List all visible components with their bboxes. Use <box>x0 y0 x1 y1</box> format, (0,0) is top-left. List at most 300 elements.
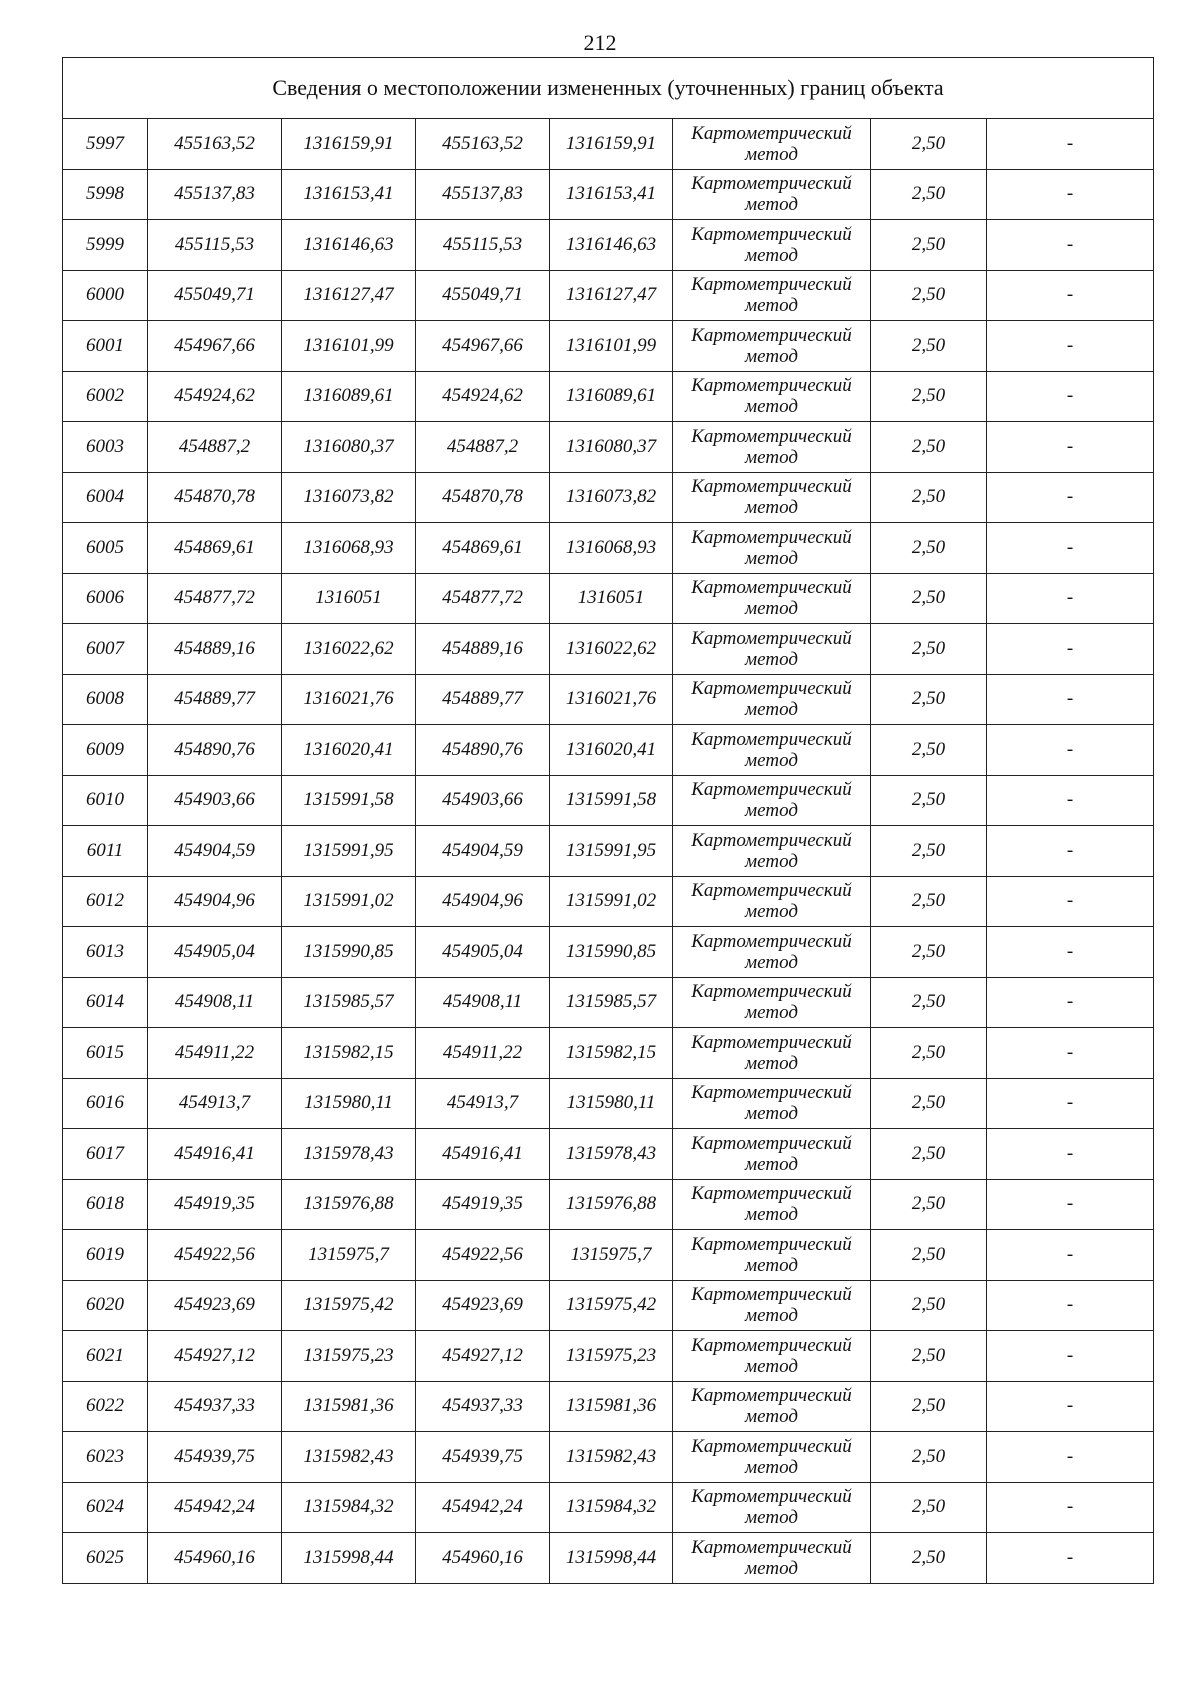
accuracy-cell: 2,50 <box>871 321 987 372</box>
existing-x-cell: 454908,11 <box>148 977 282 1028</box>
table-row <box>63 927 1154 978</box>
point-number-cell: 6013 <box>63 927 148 978</box>
accuracy-cell: 2,50 <box>871 220 987 271</box>
new-x-cell: 454887,2 <box>416 422 550 473</box>
point-number-cell: 6011 <box>63 826 148 877</box>
new-y-cell: 1316073,82 <box>550 472 673 523</box>
new-x-cell: 454870,78 <box>416 472 550 523</box>
point-number-cell: 6009 <box>63 725 148 776</box>
existing-y-cell: 1316101,99 <box>282 321 416 372</box>
table-row <box>63 169 1154 220</box>
description-cell: - <box>987 1078 1154 1129</box>
method-line-2: метод <box>745 850 798 872</box>
description-cell: - <box>987 1230 1154 1281</box>
method-cell <box>673 1179 871 1230</box>
method-cell <box>673 1331 871 1382</box>
new-y-cell: 1315985,57 <box>550 977 673 1028</box>
new-y-cell: 1315975,42 <box>550 1280 673 1331</box>
existing-x-cell: 455137,83 <box>148 169 282 220</box>
accuracy-cell: 2,50 <box>871 1028 987 1079</box>
method-line-1: Картометрический <box>691 779 852 801</box>
point-number-cell: 6012 <box>63 876 148 927</box>
existing-x-cell: 454870,78 <box>148 472 282 523</box>
description-cell: - <box>987 422 1154 473</box>
table-row <box>63 1331 1154 1382</box>
new-x-cell: 454869,61 <box>416 523 550 574</box>
existing-y-cell: 1315990,85 <box>282 927 416 978</box>
method-line-2: метод <box>745 749 798 771</box>
method-line-1: Картометрический <box>691 1435 852 1457</box>
method-cell <box>673 1432 871 1483</box>
point-number-cell: 6004 <box>63 472 148 523</box>
table-row <box>63 573 1154 624</box>
point-number-cell: 5997 <box>63 119 148 170</box>
method-cell <box>673 1280 871 1331</box>
point-number-cell: 6007 <box>63 624 148 675</box>
new-y-cell: 1316021,76 <box>550 674 673 725</box>
new-x-cell: 455163,52 <box>416 119 550 170</box>
point-number-cell: 6008 <box>63 674 148 725</box>
table-row <box>63 977 1154 1028</box>
existing-y-cell: 1315982,15 <box>282 1028 416 1079</box>
point-number-cell: 6022 <box>63 1381 148 1432</box>
table-row <box>63 876 1154 927</box>
description-cell: - <box>987 775 1154 826</box>
accuracy-cell: 2,50 <box>871 927 987 978</box>
method-line-1: Картометрический <box>691 577 852 599</box>
method-line-1: Картометрический <box>691 223 852 245</box>
method-line-1: Картометрический <box>691 274 852 296</box>
existing-y-cell: 1315981,36 <box>282 1381 416 1432</box>
method-cell <box>673 876 871 927</box>
description-cell: - <box>987 725 1154 776</box>
existing-y-cell: 1316022,62 <box>282 624 416 675</box>
boundary-coordinates-table <box>62 57 1154 1584</box>
method-cell <box>673 1482 871 1533</box>
existing-y-cell: 1315984,32 <box>282 1482 416 1533</box>
new-x-cell: 454927,12 <box>416 1331 550 1382</box>
method-line-2: метод <box>745 1456 798 1478</box>
accuracy-cell: 2,50 <box>871 1482 987 1533</box>
method-cell <box>673 1230 871 1281</box>
table-row <box>63 523 1154 574</box>
existing-x-cell: 454877,72 <box>148 573 282 624</box>
description-cell: - <box>987 674 1154 725</box>
method-cell <box>673 624 871 675</box>
new-y-cell: 1315981,36 <box>550 1381 673 1432</box>
new-y-cell: 1316146,63 <box>550 220 673 271</box>
description-cell: - <box>987 1482 1154 1533</box>
accuracy-cell: 2,50 <box>871 472 987 523</box>
table-row <box>63 472 1154 523</box>
point-number-cell: 6006 <box>63 573 148 624</box>
existing-x-cell: 454927,12 <box>148 1331 282 1382</box>
existing-x-cell: 454903,66 <box>148 775 282 826</box>
method-cell <box>673 1028 871 1079</box>
method-cell <box>673 169 871 220</box>
description-cell: - <box>987 472 1154 523</box>
method-line-1: Картометрический <box>691 375 852 397</box>
table-row <box>63 826 1154 877</box>
description-cell: - <box>987 1381 1154 1432</box>
existing-y-cell: 1315975,7 <box>282 1230 416 1281</box>
description-cell: - <box>987 1331 1154 1382</box>
method-line-1: Картометрический <box>691 829 852 851</box>
table-row <box>63 270 1154 321</box>
description-cell: - <box>987 371 1154 422</box>
table-row <box>63 119 1154 170</box>
new-x-cell: 454939,75 <box>416 1432 550 1483</box>
method-line-1: Картометрический <box>691 1082 852 1104</box>
new-x-cell: 454924,62 <box>416 371 550 422</box>
method-cell <box>673 674 871 725</box>
description-cell: - <box>987 826 1154 877</box>
method-line-1: Картометрический <box>691 476 852 498</box>
accuracy-cell: 2,50 <box>871 725 987 776</box>
existing-y-cell: 1316080,37 <box>282 422 416 473</box>
new-y-cell: 1316159,91 <box>550 119 673 170</box>
table-row <box>63 1432 1154 1483</box>
existing-x-cell: 454922,56 <box>148 1230 282 1281</box>
method-cell <box>673 422 871 473</box>
accuracy-cell: 2,50 <box>871 876 987 927</box>
method-line-2: метод <box>745 446 798 468</box>
table-row <box>63 422 1154 473</box>
method-cell <box>673 977 871 1028</box>
new-y-cell: 1316101,99 <box>550 321 673 372</box>
existing-y-cell: 1316159,91 <box>282 119 416 170</box>
method-line-1: Картометрический <box>691 1284 852 1306</box>
accuracy-cell: 2,50 <box>871 674 987 725</box>
accuracy-cell: 2,50 <box>871 422 987 473</box>
existing-x-cell: 454916,41 <box>148 1129 282 1180</box>
new-x-cell: 454904,96 <box>416 876 550 927</box>
new-x-cell: 454903,66 <box>416 775 550 826</box>
new-x-cell: 454905,04 <box>416 927 550 978</box>
existing-x-cell: 454960,16 <box>148 1533 282 1584</box>
accuracy-cell: 2,50 <box>871 775 987 826</box>
description-cell: - <box>987 1280 1154 1331</box>
new-x-cell: 454890,76 <box>416 725 550 776</box>
existing-x-cell: 454967,66 <box>148 321 282 372</box>
method-line-1: Картометрический <box>691 1233 852 1255</box>
method-cell <box>673 573 871 624</box>
point-number-cell: 6014 <box>63 977 148 1028</box>
existing-y-cell: 1315991,58 <box>282 775 416 826</box>
new-x-cell: 454922,56 <box>416 1230 550 1281</box>
method-cell <box>673 1381 871 1432</box>
method-line-2: метод <box>745 1507 798 1529</box>
method-line-1: Картометрический <box>691 981 852 1003</box>
accuracy-cell: 2,50 <box>871 1432 987 1483</box>
new-x-cell: 454913,7 <box>416 1078 550 1129</box>
description-cell: - <box>987 977 1154 1028</box>
new-y-cell: 1315975,7 <box>550 1230 673 1281</box>
description-cell: - <box>987 119 1154 170</box>
accuracy-cell: 2,50 <box>871 826 987 877</box>
method-line-2: метод <box>745 345 798 367</box>
existing-y-cell: 1315982,43 <box>282 1432 416 1483</box>
existing-x-cell: 454889,16 <box>148 624 282 675</box>
table-row <box>63 1179 1154 1230</box>
accuracy-cell: 2,50 <box>871 573 987 624</box>
method-line-2: метод <box>745 396 798 418</box>
new-x-cell: 454911,22 <box>416 1028 550 1079</box>
method-line-2: метод <box>745 1254 798 1276</box>
new-y-cell: 1316051 <box>550 573 673 624</box>
method-line-1: Картометрический <box>691 425 852 447</box>
point-number-cell: 6003 <box>63 422 148 473</box>
method-line-1: Картометрический <box>691 627 852 649</box>
accuracy-cell: 2,50 <box>871 1280 987 1331</box>
new-x-cell: 454919,35 <box>416 1179 550 1230</box>
point-number-cell: 6015 <box>63 1028 148 1079</box>
method-line-1: Картометрический <box>691 1132 852 1154</box>
page-number: 212 <box>583 30 617 55</box>
description-cell: - <box>987 927 1154 978</box>
accuracy-cell: 2,50 <box>871 977 987 1028</box>
description-cell: - <box>987 1028 1154 1079</box>
existing-x-cell: 455163,52 <box>148 119 282 170</box>
new-y-cell: 1316153,41 <box>550 169 673 220</box>
method-line-2: метод <box>745 951 798 973</box>
point-number-cell: 6010 <box>63 775 148 826</box>
description-cell: - <box>987 1129 1154 1180</box>
description-cell: - <box>987 1533 1154 1584</box>
method-cell <box>673 775 871 826</box>
description-cell: - <box>987 523 1154 574</box>
method-line-2: метод <box>745 295 798 317</box>
description-cell: - <box>987 270 1154 321</box>
new-x-cell: 455115,53 <box>416 220 550 271</box>
table-row <box>63 371 1154 422</box>
table-row <box>63 1028 1154 1079</box>
point-number-cell: 6005 <box>63 523 148 574</box>
new-x-cell: 454942,24 <box>416 1482 550 1533</box>
table-row <box>63 1381 1154 1432</box>
method-line-1: Картометрический <box>691 122 852 144</box>
point-number-cell: 5999 <box>63 220 148 271</box>
accuracy-cell: 2,50 <box>871 624 987 675</box>
point-number-cell: 6020 <box>63 1280 148 1331</box>
table-title: Сведения о местоположении измененных (уточненных) границ объекта <box>63 58 1154 119</box>
method-line-1: Картометрический <box>691 880 852 902</box>
method-cell <box>673 472 871 523</box>
description-cell: - <box>987 876 1154 927</box>
method-line-2: метод <box>745 1355 798 1377</box>
method-line-2: метод <box>745 598 798 620</box>
accuracy-cell: 2,50 <box>871 119 987 170</box>
existing-y-cell: 1316021,76 <box>282 674 416 725</box>
method-line-1: Картометрический <box>691 1334 852 1356</box>
method-line-2: метод <box>745 699 798 721</box>
point-number-cell: 6016 <box>63 1078 148 1129</box>
point-number-cell: 6018 <box>63 1179 148 1230</box>
method-line-2: метод <box>745 194 798 216</box>
method-cell <box>673 927 871 978</box>
new-y-cell: 1315975,23 <box>550 1331 673 1382</box>
method-line-2: метод <box>745 1002 798 1024</box>
method-line-1: Картометрический <box>691 1486 852 1508</box>
existing-y-cell: 1316089,61 <box>282 371 416 422</box>
accuracy-cell: 2,50 <box>871 169 987 220</box>
method-line-2: метод <box>745 1103 798 1125</box>
table-row <box>63 1482 1154 1533</box>
method-line-2: метод <box>745 648 798 670</box>
new-x-cell: 454889,77 <box>416 674 550 725</box>
method-line-1: Картометрический <box>691 678 852 700</box>
existing-y-cell: 1316073,82 <box>282 472 416 523</box>
point-number-cell: 6023 <box>63 1432 148 1483</box>
new-y-cell: 1315984,32 <box>550 1482 673 1533</box>
description-cell: - <box>987 321 1154 372</box>
existing-x-cell: 454869,61 <box>148 523 282 574</box>
existing-x-cell: 454889,77 <box>148 674 282 725</box>
existing-x-cell: 454923,69 <box>148 1280 282 1331</box>
new-y-cell: 1315991,58 <box>550 775 673 826</box>
new-x-cell: 454960,16 <box>416 1533 550 1584</box>
method-line-2: метод <box>745 497 798 519</box>
table-row <box>63 1533 1154 1584</box>
method-cell <box>673 826 871 877</box>
new-y-cell: 1315991,02 <box>550 876 673 927</box>
new-x-cell: 454889,16 <box>416 624 550 675</box>
accuracy-cell: 2,50 <box>871 1331 987 1382</box>
existing-y-cell: 1316068,93 <box>282 523 416 574</box>
new-x-cell: 454904,59 <box>416 826 550 877</box>
table-row <box>63 321 1154 372</box>
description-cell: - <box>987 573 1154 624</box>
new-y-cell: 1316022,62 <box>550 624 673 675</box>
table-row <box>63 1230 1154 1281</box>
method-line-2: метод <box>745 901 798 923</box>
table-row <box>63 624 1154 675</box>
method-cell <box>673 1533 871 1584</box>
point-number-cell: 6024 <box>63 1482 148 1533</box>
method-cell <box>673 1078 871 1129</box>
existing-y-cell: 1315975,23 <box>282 1331 416 1382</box>
accuracy-cell: 2,50 <box>871 1533 987 1584</box>
method-line-1: Картометрический <box>691 728 852 750</box>
point-number-cell: 6021 <box>63 1331 148 1382</box>
table-row <box>63 1280 1154 1331</box>
existing-y-cell: 1315978,43 <box>282 1129 416 1180</box>
method-line-1: Картометрический <box>691 324 852 346</box>
existing-y-cell: 1315985,57 <box>282 977 416 1028</box>
method-line-2: метод <box>745 1204 798 1226</box>
table-body <box>63 119 1154 1584</box>
point-number-cell: 6019 <box>63 1230 148 1281</box>
point-number-cell: 6025 <box>63 1533 148 1584</box>
existing-x-cell: 454913,7 <box>148 1078 282 1129</box>
new-y-cell: 1316089,61 <box>550 371 673 422</box>
table-row <box>63 674 1154 725</box>
accuracy-cell: 2,50 <box>871 1381 987 1432</box>
method-cell <box>673 119 871 170</box>
point-number-cell: 5998 <box>63 169 148 220</box>
description-cell: - <box>987 624 1154 675</box>
method-line-1: Картометрический <box>691 173 852 195</box>
existing-x-cell: 454937,33 <box>148 1381 282 1432</box>
description-cell: - <box>987 1179 1154 1230</box>
accuracy-cell: 2,50 <box>871 1129 987 1180</box>
point-number-cell: 6001 <box>63 321 148 372</box>
existing-y-cell: 1315975,42 <box>282 1280 416 1331</box>
new-x-cell: 454967,66 <box>416 321 550 372</box>
method-line-2: метод <box>745 1557 798 1579</box>
existing-y-cell: 1316146,63 <box>282 220 416 271</box>
existing-y-cell: 1315976,88 <box>282 1179 416 1230</box>
existing-x-cell: 454939,75 <box>148 1432 282 1483</box>
new-y-cell: 1315990,85 <box>550 927 673 978</box>
existing-y-cell: 1315991,02 <box>282 876 416 927</box>
point-number-cell: 6000 <box>63 270 148 321</box>
description-cell: - <box>987 169 1154 220</box>
existing-y-cell: 1315980,11 <box>282 1078 416 1129</box>
method-cell <box>673 371 871 422</box>
existing-y-cell: 1315998,44 <box>282 1533 416 1584</box>
method-cell <box>673 1129 871 1180</box>
existing-x-cell: 455115,53 <box>148 220 282 271</box>
accuracy-cell: 2,50 <box>871 371 987 422</box>
accuracy-cell: 2,50 <box>871 270 987 321</box>
existing-x-cell: 455049,71 <box>148 270 282 321</box>
existing-x-cell: 454890,76 <box>148 725 282 776</box>
existing-x-cell: 454919,35 <box>148 1179 282 1230</box>
existing-y-cell: 1316051 <box>282 573 416 624</box>
method-cell <box>673 270 871 321</box>
existing-y-cell: 1316127,47 <box>282 270 416 321</box>
new-x-cell: 454916,41 <box>416 1129 550 1180</box>
existing-y-cell: 1316153,41 <box>282 169 416 220</box>
method-line-1: Картометрический <box>691 1536 852 1558</box>
accuracy-cell: 2,50 <box>871 1230 987 1281</box>
method-line-2: метод <box>745 547 798 569</box>
method-line-1: Картометрический <box>691 1385 852 1407</box>
point-number-cell: 6002 <box>63 371 148 422</box>
new-y-cell: 1315982,15 <box>550 1028 673 1079</box>
existing-y-cell: 1316020,41 <box>282 725 416 776</box>
method-cell <box>673 725 871 776</box>
existing-x-cell: 454942,24 <box>148 1482 282 1533</box>
new-x-cell: 454937,33 <box>416 1381 550 1432</box>
method-cell <box>673 220 871 271</box>
table-row <box>63 220 1154 271</box>
method-line-2: метод <box>745 1305 798 1327</box>
new-y-cell: 1315980,11 <box>550 1078 673 1129</box>
existing-x-cell: 454904,59 <box>148 826 282 877</box>
accuracy-cell: 2,50 <box>871 523 987 574</box>
method-cell <box>673 523 871 574</box>
table-row <box>63 1078 1154 1129</box>
accuracy-cell: 2,50 <box>871 1078 987 1129</box>
new-x-cell: 455137,83 <box>416 169 550 220</box>
method-line-2: метод <box>745 244 798 266</box>
point-number-cell: 6017 <box>63 1129 148 1180</box>
new-y-cell: 1316127,47 <box>550 270 673 321</box>
table-row <box>63 1129 1154 1180</box>
new-x-cell: 454877,72 <box>416 573 550 624</box>
new-y-cell: 1316080,37 <box>550 422 673 473</box>
table-row <box>63 775 1154 826</box>
method-line-2: метод <box>745 143 798 165</box>
existing-x-cell: 454905,04 <box>148 927 282 978</box>
new-y-cell: 1315976,88 <box>550 1179 673 1230</box>
table-row <box>63 725 1154 776</box>
method-line-1: Картометрический <box>691 1031 852 1053</box>
existing-x-cell: 454904,96 <box>148 876 282 927</box>
new-y-cell: 1316020,41 <box>550 725 673 776</box>
